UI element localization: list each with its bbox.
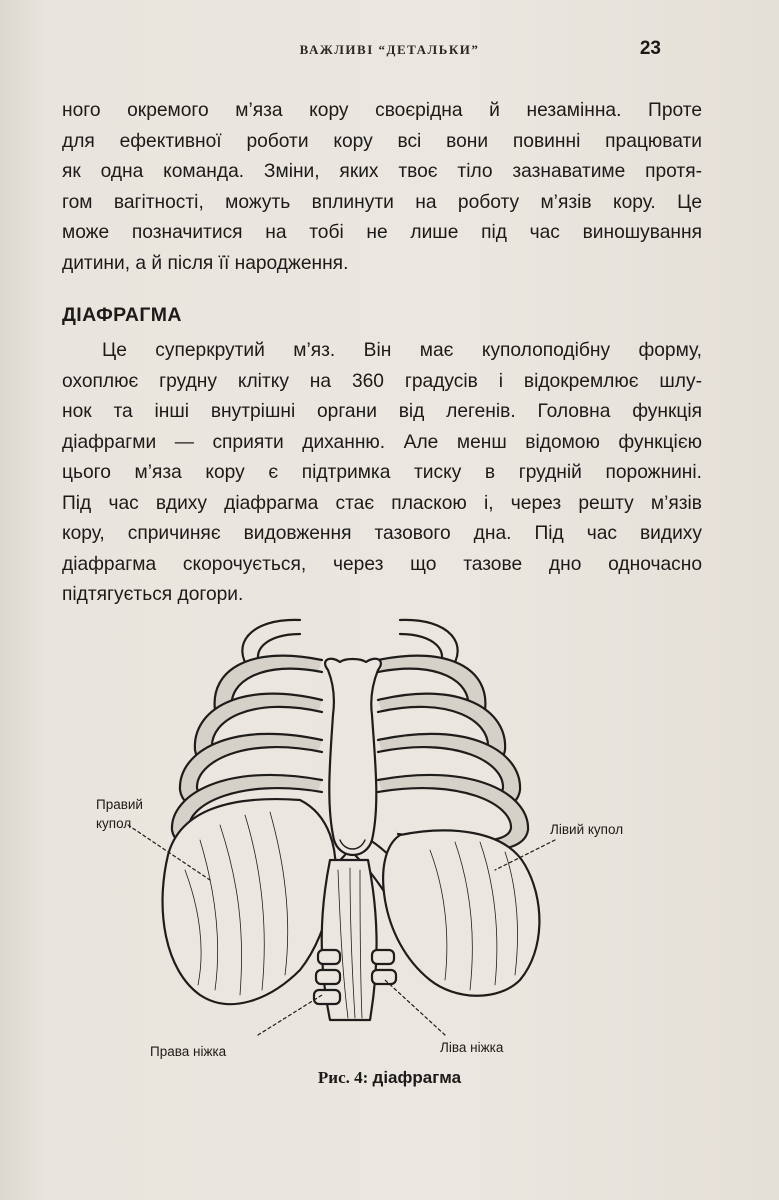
left-crus-label: Ліва ніжка	[440, 1040, 504, 1055]
figure-caption	[0, 1068, 779, 1088]
page-number: 23	[639, 38, 661, 59]
left-ribs	[378, 620, 528, 851]
label-line: Правий	[96, 797, 143, 812]
left-dome-label: Лівий купол	[550, 822, 624, 837]
text-line: як одна команда. Зміни, яких твоє тіло зазнаватиме протя-	[62, 161, 702, 182]
text-line: підтягується догори.	[62, 584, 244, 605]
caption-prefix: Рис. 4:	[317, 1068, 373, 1087]
text-line: діафрагми — сприяти диханню. Але менш відомою функцією	[62, 431, 702, 453]
text-line: діафрагма скорочується, через що тазове дно одночасно	[62, 553, 702, 575]
caption-title: діафрагма	[372, 1068, 462, 1087]
text-line: Під час вдиху діафрагма стає пласкою і, через решту м’язів	[62, 492, 702, 514]
text-line: дитини, а й після її народження.	[62, 252, 349, 274]
text-line: нок та інші внутрішні органи від легенів. Головна функція	[62, 401, 702, 422]
right-dome-label	[96, 795, 143, 833]
text-line: ного окремого м’яза кору своєрідна й незамінна. Проте	[62, 100, 702, 121]
right-crus-label: Права ніжка	[150, 1044, 227, 1059]
section-title: ДІАФРАГМА	[62, 304, 182, 326]
label-line: купол	[96, 816, 132, 831]
right-dome	[163, 799, 336, 1004]
intro-paragraph	[62, 96, 702, 279]
text-line: Це суперкрутий м’яз. Він має куполоподібну форму,	[102, 340, 702, 361]
text-line: охоплює грудну клітку на 360 градусів і відокремлює шлу-	[62, 370, 702, 392]
left-dome	[383, 830, 539, 995]
text-line: для ефективної роботи кору всі вони повинні працювати	[62, 130, 702, 152]
text-line: гом вагітності, можуть вплинути на роботу м’язів кору. Це	[62, 191, 702, 213]
running-head: ВАЖЛИВІ “ДЕТАЛЬКИ”	[299, 42, 480, 57]
sternum	[325, 659, 381, 855]
text-line: кору, спричиняє видовження тазового дна. Під час видиху	[62, 523, 702, 544]
text-line: може позначитися на тобі не лише під час виношування	[62, 222, 702, 243]
diaphragm-paragraph	[62, 336, 702, 611]
diaphragm-figure	[0, 590, 779, 1060]
text-line: цього м’яза кору є підтримка тиску в грудній порожнині.	[62, 462, 702, 483]
